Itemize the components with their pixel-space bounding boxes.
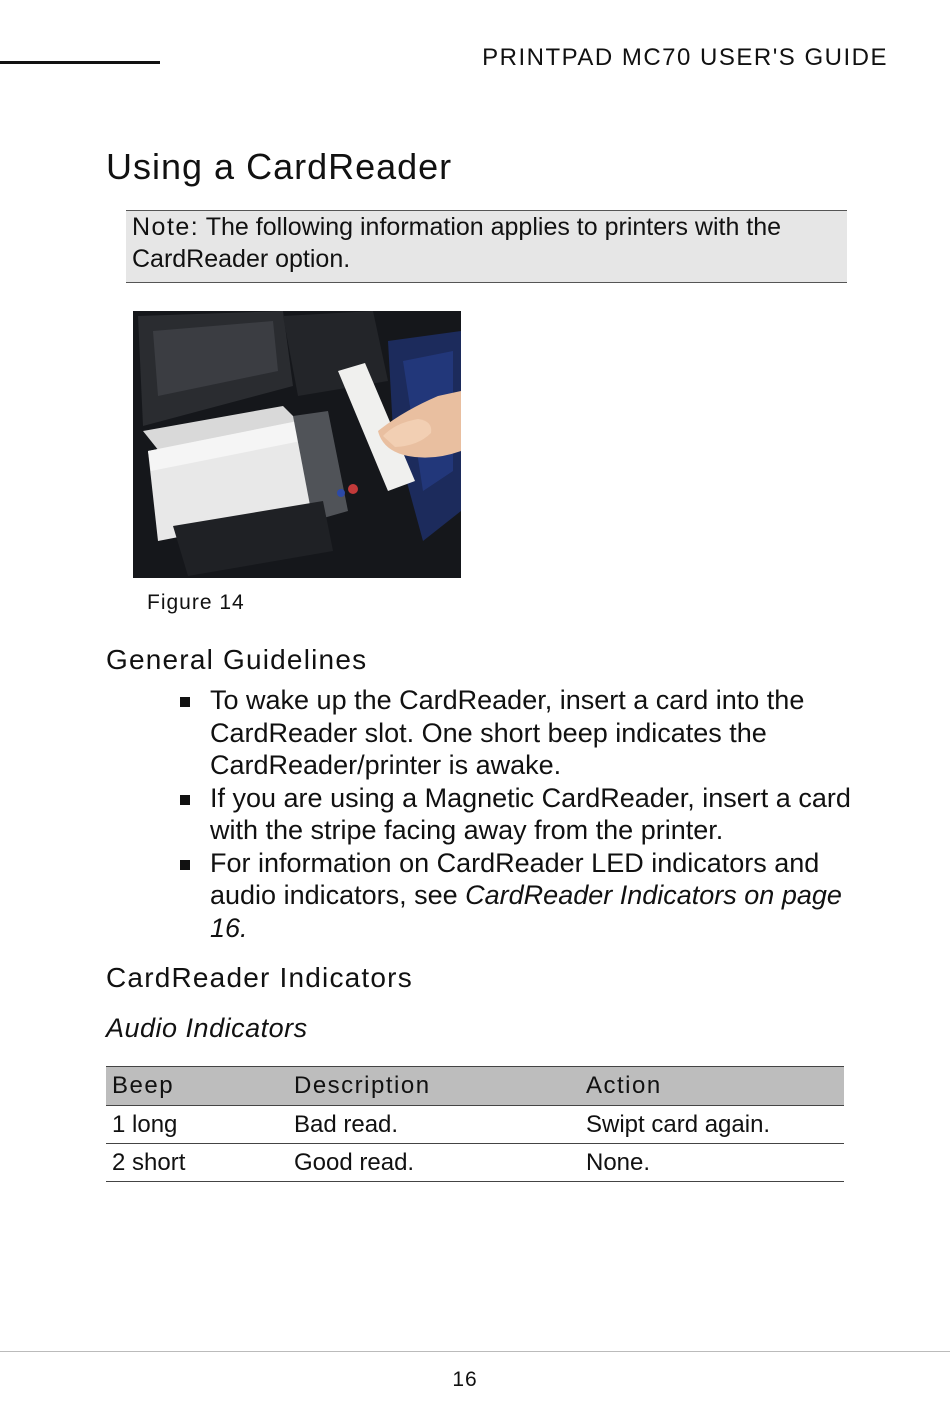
table-cell: Swipt card again.	[580, 1106, 844, 1144]
table-cell: Good read.	[288, 1144, 580, 1182]
audio-indicators-table	[106, 1066, 844, 1182]
bullet-square-icon	[180, 795, 190, 805]
cardreader-illustration	[133, 311, 461, 578]
table-cell: 1 long	[106, 1106, 288, 1144]
table-row	[106, 1144, 844, 1182]
note-text: The following information applies to printers with the CardReader option.	[132, 213, 782, 273]
table-cell: Bad read.	[288, 1106, 580, 1144]
page-number: 16	[452, 1368, 478, 1391]
column-header-description: Description	[288, 1067, 580, 1106]
running-header: PRINTPAD MC70 USER'S GUIDE	[482, 44, 888, 71]
note-label: Note:	[132, 213, 200, 241]
indicators-heading: CardReader Indicators	[106, 962, 413, 993]
guidelines-heading: General Guidelines	[106, 644, 368, 675]
figure-caption: Figure 14	[147, 591, 245, 614]
note-box	[126, 210, 847, 283]
bullet-square-icon	[180, 860, 190, 870]
column-header-action: Action	[580, 1067, 844, 1106]
table-cell: 2 short	[106, 1144, 288, 1182]
section-title: Using a CardReader	[106, 146, 453, 187]
header-rule	[0, 61, 160, 64]
list-item-text: If you are using a Magnetic CardReader, insert a card with the stripe facing away from the printer.	[210, 782, 851, 845]
table-row	[106, 1106, 844, 1144]
list-item-text: For information on CardReader LED indicators and audio indicators, see	[210, 847, 820, 910]
guidelines-list	[180, 684, 860, 944]
footer-rule	[0, 1351, 950, 1352]
list-item-text: To wake up the CardReader, insert a card into the CardReader slot. One short beep indicates the CardReader/printer is awake.	[210, 685, 805, 780]
list-item	[180, 847, 860, 945]
cardreader-photo	[133, 311, 461, 578]
cross-reference-link[interactable]: CardReader Indicators on page 16.	[210, 880, 842, 943]
audio-indicators-subheading: Audio Indicators	[106, 1013, 308, 1043]
table-cell: None.	[580, 1144, 844, 1182]
table-header-row	[106, 1067, 844, 1106]
list-item	[180, 684, 860, 782]
list-item	[180, 782, 860, 847]
column-header-beep: Beep	[106, 1067, 288, 1106]
bullet-square-icon	[180, 697, 190, 707]
